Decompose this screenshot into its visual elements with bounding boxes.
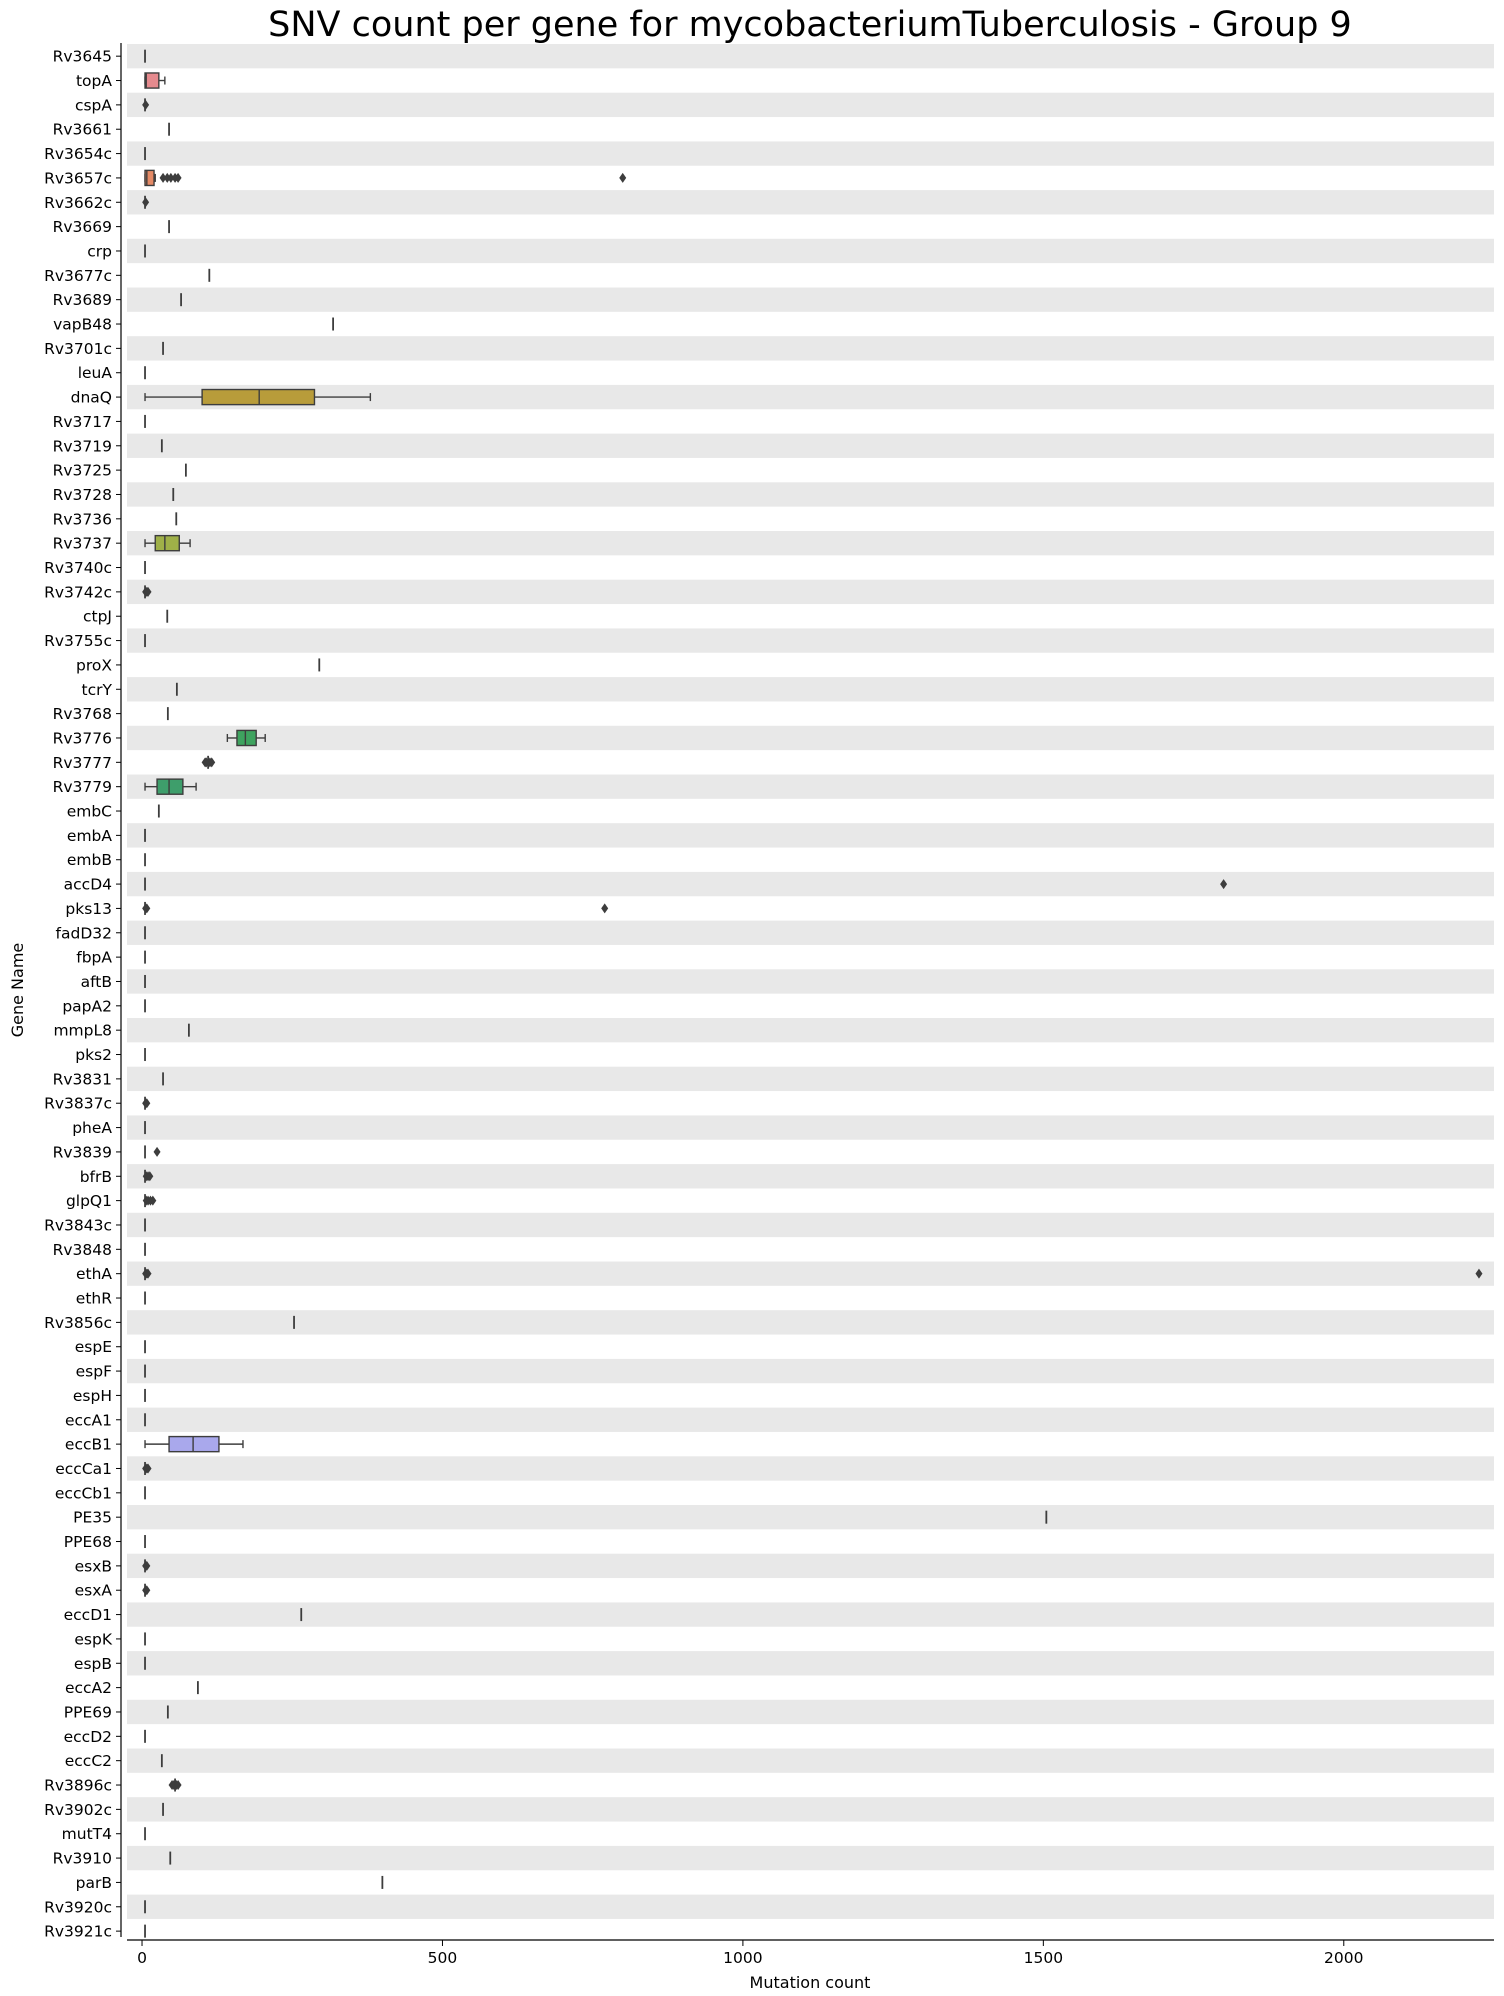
row-stripe [127, 190, 1494, 214]
y-tick-label: espH [72, 1386, 112, 1405]
row-stripe [127, 628, 1494, 652]
box [155, 536, 179, 551]
outlier-point [619, 173, 626, 183]
box [202, 390, 314, 405]
y-tick-label: Rv3755c [44, 632, 112, 651]
y-tick-label: esxA [74, 1581, 112, 1600]
y-tick-label: eccD2 [63, 1727, 112, 1746]
row-stripe [127, 1262, 1494, 1286]
y-tick-label: eccA2 [64, 1679, 112, 1698]
y-tick-label: Rv3910 [52, 1849, 112, 1868]
y-tick-label: embC [66, 802, 112, 821]
y-tick-label: Rv3728 [52, 485, 112, 504]
y-tick-label: embB [66, 851, 112, 870]
y-tick-label: PPE68 [63, 1533, 112, 1552]
box [157, 779, 183, 794]
y-tick-label: crp [87, 242, 112, 261]
y-tick-label: PPE69 [63, 1703, 112, 1722]
y-tick-label: eccD1 [63, 1606, 112, 1625]
row-stripe [127, 336, 1494, 360]
y-tick-label: Rv3736 [52, 510, 112, 529]
y-tick-label: topA [75, 72, 112, 91]
row-stripe [127, 1456, 1494, 1480]
y-tick-label: Rv3779 [52, 778, 112, 797]
gene-box-Rv3837c [142, 1097, 150, 1110]
row-stripe [127, 1554, 1494, 1578]
gene-box-topA [145, 73, 165, 88]
y-tick-label: fadD32 [55, 924, 112, 943]
gene-box-eccB1 [145, 1437, 243, 1452]
y-tick-label: Rv3719 [52, 437, 112, 456]
y-tick-label: Rv3896c [44, 1776, 112, 1795]
y-tick-label: Rv3654c [44, 145, 112, 164]
row-stripe [127, 1602, 1494, 1626]
row-stripe [127, 775, 1494, 799]
y-tick-label: Rv3920c [44, 1898, 112, 1917]
y-tick-label: Rv3848 [52, 1240, 112, 1259]
y-tick-label: ctpJ [82, 607, 112, 626]
y-tick-label: cspA [74, 96, 112, 115]
y-tick-label: embA [66, 826, 112, 845]
row-stripe [127, 93, 1494, 117]
y-tick-label: Rv3856c [44, 1313, 112, 1332]
y-tick-label: vapB48 [53, 315, 112, 334]
y-tick-label: Rv3669 [52, 218, 112, 237]
row-stripe [127, 1213, 1494, 1237]
row-stripe [127, 1700, 1494, 1724]
y-tick-label: fbpA [76, 948, 112, 967]
gene-box-pks13 [142, 902, 608, 915]
box [145, 73, 159, 88]
gene-box-Rv3777 [202, 756, 216, 769]
y-tick-label: pks13 [65, 899, 112, 918]
y-tick-label: Rv3701c [44, 339, 112, 358]
y-tick-label: Rv3725 [52, 461, 112, 480]
y-tick-label: eccCa1 [55, 1459, 112, 1478]
row-stripe [127, 1651, 1494, 1675]
y-tick-label: Rv3661 [52, 120, 112, 139]
chart-title: SNV count per gene for mycobacteriumTuberculosis - Group 9 [268, 5, 1352, 45]
y-tick-label: espF [75, 1362, 112, 1381]
row-stripe [127, 1895, 1494, 1919]
row-stripes [127, 44, 1494, 1919]
x-tick-label: 0 [137, 1949, 147, 1967]
row-stripe [127, 1359, 1494, 1383]
y-tick-label: mutT4 [61, 1825, 112, 1844]
x-tick-label: 500 [427, 1949, 458, 1967]
y-tick-label: Rv3831 [52, 1070, 112, 1089]
row-stripe [127, 726, 1494, 750]
outlier-point [154, 1147, 161, 1157]
y-tick-label: Rv3657c [44, 169, 112, 188]
y-axis-label: Gene Name [8, 942, 27, 1038]
row-stripe [127, 1408, 1494, 1432]
y-tick-label: Rv3677c [44, 266, 112, 285]
y-tick-label: espB [73, 1654, 112, 1673]
row-stripe [127, 1115, 1494, 1139]
y-tick-label: eccB1 [64, 1435, 112, 1454]
y-tick-label: proX [76, 656, 112, 675]
y-tick-label: leuA [77, 364, 112, 383]
row-stripe [127, 1797, 1494, 1821]
box [237, 730, 256, 745]
y-tick-label: Rv3662c [44, 193, 112, 212]
y-tick-label: mmpL8 [53, 1021, 112, 1040]
y-tick-label: accD4 [63, 875, 112, 894]
gene-box-Rv3896c [169, 1779, 182, 1792]
row-stripe [127, 580, 1494, 604]
box [169, 1437, 219, 1452]
y-tick-label: Rv3645 [52, 47, 112, 66]
row-stripe [127, 872, 1494, 896]
y-tick-label: Rv3777 [52, 753, 112, 772]
y-tick-label: pks2 [75, 1046, 112, 1065]
y-tick-label: Rv3689 [52, 291, 112, 310]
y-axis [44, 43, 121, 1941]
y-tick-label: Rv3768 [52, 705, 112, 724]
gene-box-esxA [142, 1584, 150, 1597]
y-tick-label: parB [75, 1873, 112, 1892]
x-axis-label: Mutation count [749, 1973, 871, 1992]
row-stripe [127, 531, 1494, 555]
row-stripe [127, 44, 1494, 68]
y-tick-label: esxB [74, 1557, 112, 1576]
y-tick-label: papA2 [62, 997, 112, 1016]
row-stripe [127, 1310, 1494, 1334]
row-stripe [127, 969, 1494, 993]
y-tick-label: pheA [72, 1119, 112, 1138]
row-stripe [127, 141, 1494, 165]
row-stripe [127, 677, 1494, 701]
y-tick-label: eccCb1 [54, 1484, 112, 1503]
x-axis [127, 1940, 1494, 1967]
y-tick-label: Rv3740c [44, 559, 112, 578]
y-tick-label: eccA1 [64, 1411, 112, 1430]
y-tick-label: Rv3921c [44, 1922, 112, 1941]
row-stripe [127, 1846, 1494, 1870]
y-tick-label: Rv3843c [44, 1216, 112, 1235]
y-tick-label: Rv3839 [52, 1143, 112, 1162]
gene-box-Rv3657c [145, 170, 626, 185]
y-tick-label: dnaQ [70, 388, 112, 407]
row-stripe [127, 1067, 1494, 1091]
y-tick-label: ethA [75, 1265, 112, 1284]
row-stripe [127, 1749, 1494, 1773]
y-tick-label: tcrY [81, 680, 112, 699]
y-tick-label: eccC2 [64, 1752, 112, 1771]
y-tick-label: Rv3776 [52, 729, 112, 748]
row-stripe [127, 1018, 1494, 1042]
row-stripe [127, 1505, 1494, 1529]
y-tick-label: bfrB [79, 1167, 112, 1186]
y-tick-label: glpQ1 [65, 1192, 112, 1211]
y-tick-label: espK [74, 1630, 112, 1649]
y-tick-label: aftB [80, 972, 112, 991]
row-stripe [127, 921, 1494, 945]
y-tick-label: PE35 [73, 1508, 112, 1527]
x-tick-label: 1000 [723, 1949, 763, 1967]
y-tick-label: Rv3837c [44, 1094, 112, 1113]
outlier-point [601, 903, 608, 913]
gene-box-glpQ1 [143, 1194, 157, 1207]
row-stripe [127, 1164, 1494, 1188]
row-stripe [127, 239, 1494, 263]
gene-box-Rv3839 [145, 1145, 161, 1158]
row-stripe [127, 434, 1494, 458]
row-stripe [127, 823, 1494, 847]
y-tick-label: Rv3717 [52, 412, 112, 431]
row-stripe [127, 288, 1494, 312]
row-stripe [127, 482, 1494, 506]
y-tick-label: Rv3902c [44, 1800, 112, 1819]
x-tick-label: 1500 [1023, 1949, 1064, 1967]
y-tick-label: Rv3737 [52, 534, 112, 553]
x-tick-label: 2000 [1324, 1949, 1364, 1967]
y-tick-label: Rv3742c [44, 583, 112, 602]
y-tick-label: espE [74, 1338, 112, 1357]
y-tick-label: ethR [75, 1289, 112, 1308]
